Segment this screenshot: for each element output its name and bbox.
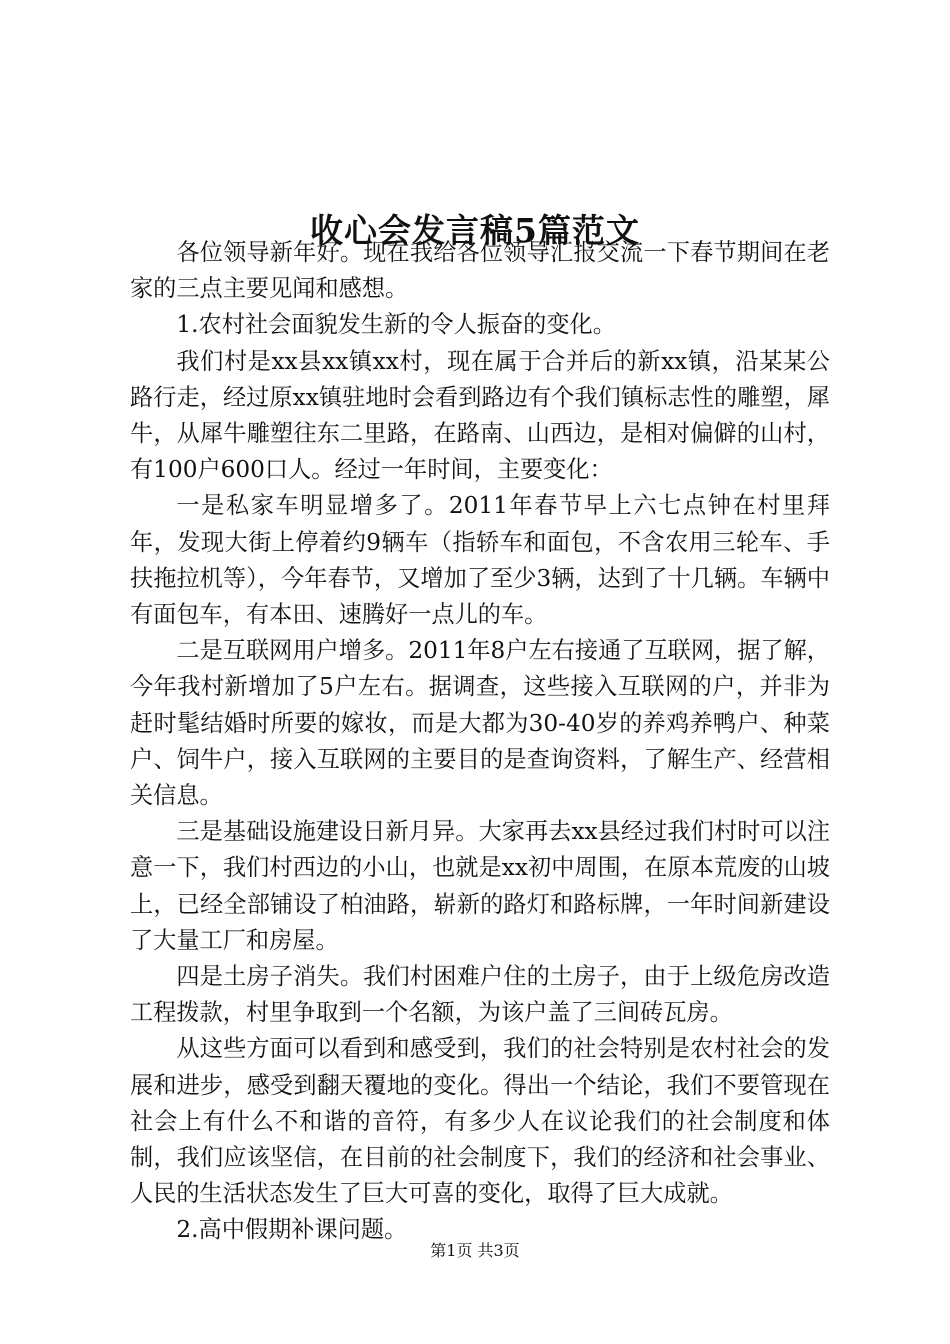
paragraph: 一是私家车明显增多了。2011年春节早上六七点钟在村里拜年，发现大街上停着约9辆车（指轿车和面包，不含农用三轮车、手扶拖拉机等），今年春节，又增加了至少3辆，达到了十几辆。车辆中有面包车，有本田、速腾好一点儿的车。	[130, 492, 830, 629]
paragraph: 二是互联网用户增多。2011年8户左右接通了互联网，据了解，今年我村新增加了5户左右。据调查，这些接入互联网的户，并非为赶时髦结婚时所要的嫁妆，而是大都为30-40岁的养鸡养鸭户、种菜户、饲牛户，接入互联网的主要目的是查询资料，了解生产、经营相关信息。	[130, 637, 830, 810]
page-footer: 第1页 共3页	[430, 1241, 520, 1260]
document-title: 收心会发言稿5篇范文	[310, 211, 640, 251]
section-heading: 2.高中假期补课问题。	[176, 1216, 408, 1244]
document-body	[130, 235, 830, 1249]
paragraph: 三是基础设施建设日新月异。大家再去xx县经过我们村时可以注意一下，我们村西边的小山，也就是xx初中周围，在原本荒废的山坡上，已经全部铺设了柏油路，崭新的路灯和路标牌，一年时间新建设了大量工厂和房屋。	[130, 818, 830, 954]
section-heading: 1.农村社会面貌发生新的令人振奋的变化。	[176, 311, 616, 339]
paragraph: 各位领导新年好。现在我给各位领导汇报交流一下春节期间在老家的三点主要见闻和感想。	[130, 239, 830, 303]
paragraph: 我们村是xx县xx镇xx村，现在属于合并后的新xx镇，沿某某公路行走，经过原xx镇驻地时会看到路边有个我们镇标志性的雕塑，犀牛，从犀牛雕塑往东二里路，在路南、山西边，是相对偏僻的山村，有100户600口人。经过一年时间，主要变化：	[130, 347, 830, 484]
paragraph: 四是土房子消失。我们村困难户住的土房子，由于上级危房改造工程拨款，村里争取到一个名额，为该户盖了三间砖瓦房。	[130, 963, 830, 1027]
paragraph: 从这些方面可以看到和感受到，我们的社会特别是农村社会的发展和进步，感受到翻天覆地的变化。得出一个结论，我们不要管现在社会上有什么不和谐的音符，有多少人在议论我们的社会制度和体制，我们应该坚信，在目前的社会制度下，我们的经济和社会事业、人民的生活状态发生了巨大可喜的变化，取得了巨大成就。	[130, 1035, 830, 1208]
